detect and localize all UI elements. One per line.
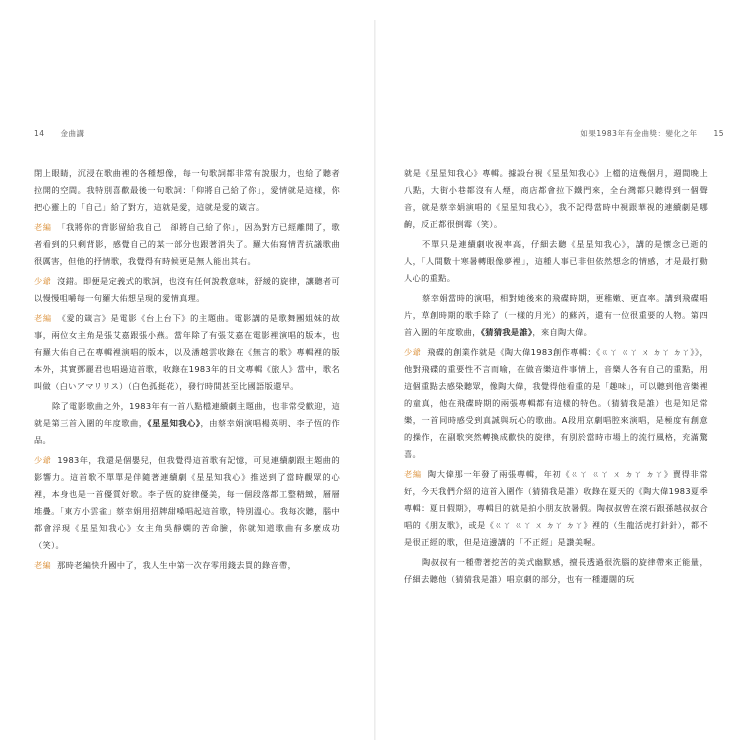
paragraph — [404, 165, 708, 233]
left-page-body — [34, 165, 340, 577]
right-page — [398, 40, 728, 720]
speaker-label: 老編 — [34, 313, 52, 323]
paragraph — [34, 398, 340, 449]
song-title-emphasis: 《星星知我心》 — [147, 418, 201, 428]
paragraph-text: 不單只是連續劇收視率高，仔細去聽《星星知我心》，講的是懷念已逝的人，「人間數十寒暑轉眼像夢裡」，這種人事已非但依然想念的情感，才是最打動人心的重點。 — [404, 239, 708, 283]
paragraph-text: 蔡幸娟當時的演唱，相對她後來的飛碟時期，更稚嫩、更直率。講到飛碟唱片，草創時期的歌手除了（一樣的月光）的蘇芮，還有一位很重要的人物。第四首入圍的年度歌曲， — [404, 293, 708, 337]
left-page — [14, 40, 344, 720]
paragraph — [404, 236, 708, 287]
book-gutter — [374, 20, 376, 740]
speaker-label: 少爺 — [34, 455, 52, 465]
paragraph — [404, 290, 708, 341]
right-page-body — [404, 165, 708, 591]
paragraph — [34, 310, 340, 395]
paragraph-text: 「我將你的背影留給我自己 卻將自己給了你」，因為對方已經離開了，歌者看到的只剩背影，感覺自己的某一部分也跟著消失了。羅大佑寫情青抗議歌曲很厲害，但他的抒情歌，我覺得有時候更是無人能出其右。 — [34, 222, 340, 266]
paragraph — [34, 452, 340, 554]
paragraph-text: 陶叔叔有一種帶著挖苦的美式幽默感，擅長透過很洗腦的旋律帶來正能量，仔細去聽他（猜猜我是誰）唱京劇的部分，也有一種遷闊的玩 — [404, 557, 708, 584]
paragraph-text: 沒錯。即便是定義式的歌詞，也沒有任何說教意味，舒緩的旋律，讓聽者可以慢慢咀嚼每一句羅大佑想呈現的愛情真理。 — [34, 276, 340, 303]
song-title-emphasis: 《猜猜我是誰》 — [480, 327, 533, 337]
speaker-label: 少爺 — [34, 276, 52, 286]
paragraph-text-tail: ，來自陶大偉。 — [532, 327, 593, 337]
page-number: 15 — [713, 129, 724, 138]
speaker-label: 老編 — [34, 560, 52, 570]
paragraph — [34, 219, 340, 270]
paragraph — [404, 554, 708, 588]
paragraph-text: 《愛的箴言》是電影《台上台下》的主題曲。電影講的是歌舞團姐妹的故事，兩位女主角是張艾嘉跟張小燕。當年除了有張艾嘉在電影裡演唱的版本，也有羅大佑自己在專輯裡演唱的版本，以及潘越雲收錄在《無言的歌》專輯裡的版本外，其實鄧麗君也唱過這首歌，收錄在1983年的日文專輯《旅人》當中，歌名叫做（白いアマリリス）（白色孤挺花），發行時間甚至比國語版還早。 — [34, 313, 341, 391]
paragraph-text: 那時老編快升國中了，我人生中第一次存零用錢去買的錄音帶， — [57, 560, 297, 570]
speaker-label: 老編 — [34, 222, 52, 232]
paragraph-text: 閉上眼睛，沉浸在歌曲裡的各種想像，每一句歌詞都非常有說服力，也給了聽者拉開的空間。我特別喜歡最後一句歌詞：「仰將自己給了你」，愛情就是這樣，你把心靈上的「自己」給了對方，這就是愛，這就是愛的箴言。 — [34, 168, 340, 212]
paragraph-text: 1983年，我還是個嬰兒，但我覺得這首歌有記憶，可見連續劇跟主題曲的影響力。這首歌不單單是伴隨著連續劇《星星知我心》推送到了當時觀眾的心裡，本身也是一首優質好歌。李子恆的旋律優美，每一個段落都工整精緻，層層堆疊。「東方小雲雀」蔡幸娟用招牌甜嗓唱起這首歌，特別溫心。我每次聽，腦中都會浮現《星星知我心》女主角吳靜嫻的苦命臉，你就知道歌曲有多麼成功（笑）。 — [34, 455, 340, 550]
paragraph-text: 飛碟的創業作就是《陶大偉1983創作專輯：《ㄍㄚ ㄍㄚ ㄨ ㄉㄚ ㄉㄚ》》，他對飛碟的重要性不言而喻，在做音樂這件事情上，音樂人各有自己的重點，用這個重點去感染聽眾，像陶大偉，我覺得他看重的是「趣味」，可以聽到他音樂裡的童真，他在飛碟時期的兩張專輯都有這樣的特色。（猜猜我是誰）也是知足常樂，一首同時感受到真誠與玩心的歌曲。A段用京劇唱腔來演唱，是極度有創意的操作，在副歌突然轉換成歡快的旋律，有別於當時市場上的流行風格，充滿驚喜。 — [404, 347, 708, 459]
paragraph-text: 除了電影歌曲之外，1983年有一首八點檔連續劇主題曲，也非常受歡迎，這就是第三首入圍的年度歌曲， — [34, 401, 340, 428]
speaker-label: 老編 — [404, 469, 422, 479]
speaker-label: 少爺 — [404, 347, 422, 357]
page-number: 14 — [34, 129, 45, 138]
paragraph-text-tail: ，由蔡幸娟演唱楊英明、李子恆的作品。 — [34, 418, 340, 445]
paragraph-text: 就是《星星知我心》專輯。據設台視《星星知我心》上檔的這幾個月，週間晚上八點，大街小巷都沒有人煙，商店都會拉下鐵門來，全台灣都只聽得到一個聲音，就是蔡幸娟演唱的《星星知我心》，我不記得當時中視跟華視的連續劇是哪齣，反正都很倒霉（笑）。 — [404, 168, 708, 229]
paragraph — [34, 165, 340, 216]
paragraph-text: 陶大偉那一年發了兩張專輯，年初《ㄍㄚ ㄍㄚ ㄨ ㄉㄚ ㄉㄚ》賣得非常好，今天我們介紹的這首入圍作（猜猜我是誰）收錄在夏天的《陶大偉1983夏季專輯：夏日假期》，專輯目的就是拍小朋友放暑假。陶叔叔曾在滾石跟孫越叔叔合唱的《朋友歌》，或是《ㄍㄚ ㄍㄚ ㄨ ㄉㄚ ㄉㄚ》裡的（生龍活虎打針針），都不是很正經的歌，但是這邊講的「不正經」是讚美喔。 — [404, 469, 709, 547]
paragraph — [404, 344, 708, 463]
paragraph — [404, 466, 708, 551]
right-page-header — [580, 128, 724, 139]
paragraph — [34, 557, 340, 574]
running-title: 如果1983年有金曲獎：變化之年 — [580, 129, 698, 138]
running-title: 金曲講 — [60, 129, 85, 138]
paragraph — [34, 273, 340, 307]
left-page-header — [34, 128, 85, 139]
